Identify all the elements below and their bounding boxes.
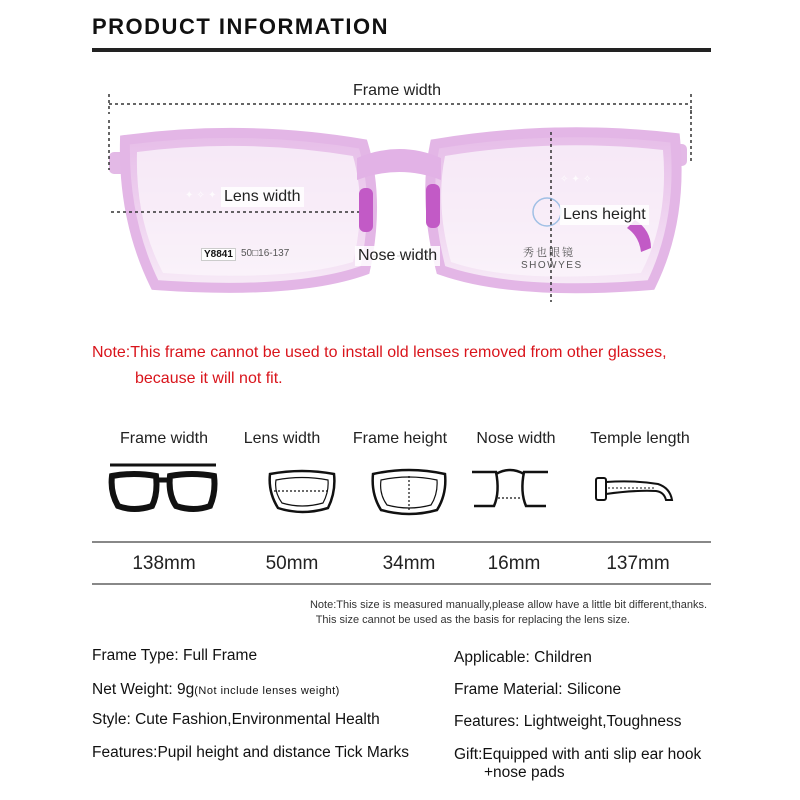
size-note-line2: This size cannot be used as the basis for replacing the lens size. (315, 614, 630, 626)
spec-applicable: Applicable: Children (454, 649, 592, 666)
page-title: PRODUCT INFORMATION (92, 14, 389, 39)
dim-value-temple-length: 137mm (606, 553, 670, 574)
frame-width-icon (108, 462, 220, 518)
nose-pad-left (359, 188, 373, 232)
dim-value-lens-width: 50mm (265, 553, 319, 574)
size-note-line1: Note:This size is measured manually,please allow have a little bit different,thanks. (309, 599, 707, 611)
lens-height-label: Lens height (560, 205, 649, 225)
dim-value-frame-width: 138mm (132, 553, 196, 574)
dim-label-lens-width: Lens width (243, 430, 321, 447)
install-warning-line2: because it will not fit. (135, 370, 283, 387)
glasses-photo (95, 80, 705, 320)
dim-label-temple-length: Temple length (590, 430, 690, 447)
lens-width-label: Lens width (221, 187, 304, 207)
temple-size-print: 50□16-137 (241, 248, 290, 259)
dim-value-frame-height: 34mm (382, 553, 436, 574)
frame-width-label: Frame width (350, 82, 444, 100)
table-rule-bottom (92, 583, 711, 585)
temple-model-print: Y8841 (201, 248, 236, 261)
brand-logo-text: SHOWYES (521, 260, 583, 271)
spec-frame-material: Frame Material: Silicone (454, 681, 622, 698)
table-rule-top (92, 541, 711, 543)
spec-net-weight-note: (Not include lenses weight) (194, 685, 340, 697)
temple-pattern-right: ✧ ✦ ✧ (560, 174, 592, 185)
spec-style: Style: Cute Fashion,Environmental Health (92, 711, 380, 728)
spec-gift-line2: +nose pads (484, 764, 565, 781)
nose-width-icon (470, 462, 550, 518)
nose-width-label: Nose width (355, 246, 440, 266)
temple-pattern-left: ✦ ✧ ✦ (185, 190, 217, 201)
header-divider (92, 48, 711, 52)
bridge (357, 149, 441, 180)
dim-label-frame-width: Frame width (119, 430, 209, 447)
frame-height-icon (369, 462, 449, 518)
spec-net-weight-text: Net Weight: 9g (92, 681, 195, 698)
dim-label-frame-height: Frame height (352, 430, 448, 447)
spec-gift: Gift:Equipped with anti slip ear hook (454, 746, 702, 763)
nose-pad-right (426, 184, 440, 228)
dim-value-nose-width: 16mm (487, 553, 541, 574)
spec-frame-type: Frame Type: Full Frame (92, 647, 258, 664)
install-warning-line1: Note:This frame cannot be used to install old lenses removed from other glasses, (92, 344, 667, 361)
spec-net-weight (92, 681, 340, 699)
brand-chinese: 秀也眼镜 (523, 247, 575, 259)
temple-length-icon (594, 462, 678, 518)
dim-label-nose-width: Nose width (476, 430, 556, 447)
spec-features-left: Features:Pupil height and distance Tick Marks (92, 744, 410, 761)
spec-features-right: Features: Lightweight,Toughness (454, 713, 682, 730)
size-note (250, 598, 707, 628)
glasses-illustration (95, 80, 705, 320)
install-warning (92, 340, 667, 392)
lens-width-icon (266, 462, 338, 518)
